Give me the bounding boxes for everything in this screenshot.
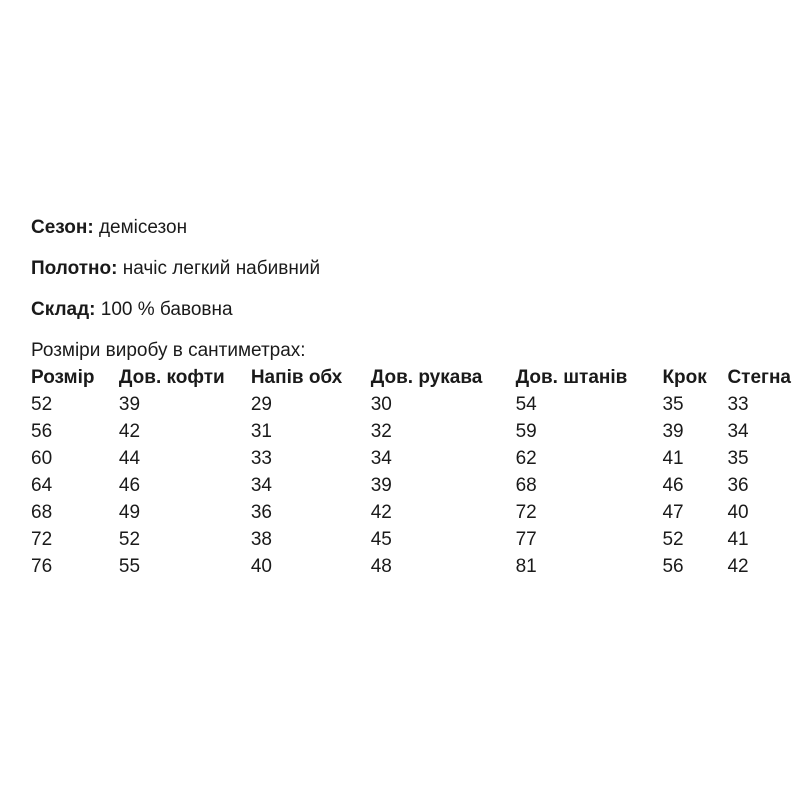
property-value: начіс легкий набивний [122, 258, 321, 279]
table-cell: 42 [118, 421, 141, 442]
table-row [31, 445, 791, 472]
property-composition [31, 296, 791, 323]
table-cell: 34 [250, 475, 272, 496]
property-key: Полотно: [31, 258, 118, 279]
table-row [31, 418, 791, 445]
table-cell: 35 [662, 394, 684, 415]
table-cell: 77 [515, 529, 537, 550]
table-cell: 32 [370, 421, 392, 442]
table-row [31, 499, 791, 526]
table-cell: 38 [250, 529, 272, 550]
table-cell: 68 [31, 502, 53, 523]
table-cell: 34 [370, 448, 392, 469]
table-cell: 46 [118, 475, 141, 496]
property-season [31, 214, 791, 241]
table-cell: 33 [727, 394, 749, 415]
table-row [31, 553, 791, 580]
table-cell: 81 [515, 556, 537, 577]
column-header: Стегна [727, 367, 791, 388]
size-table [31, 364, 791, 580]
table-cell: 36 [250, 502, 272, 523]
table-row [31, 391, 791, 418]
table-cell: 52 [118, 529, 141, 550]
column-header: Крок [662, 367, 707, 388]
table-cell: 60 [31, 448, 53, 469]
property-key: Склад: [31, 299, 96, 320]
table-cell: 76 [31, 556, 53, 577]
table-cell: 46 [662, 475, 684, 496]
table-row [31, 472, 791, 499]
table-cell: 29 [250, 394, 272, 415]
table-cell: 40 [250, 556, 272, 577]
sizes-intro: Розміри виробу в сантиметрах: [31, 340, 306, 361]
table-cell: 54 [515, 394, 537, 415]
table-cell: 52 [662, 529, 684, 550]
table-cell: 40 [727, 502, 749, 523]
table-cell: 48 [370, 556, 392, 577]
table-cell: 44 [118, 448, 141, 469]
table-cell: 39 [662, 421, 684, 442]
table-cell: 47 [662, 502, 684, 523]
table-cell: 56 [31, 421, 53, 442]
property-value: демісезон [98, 217, 188, 238]
table-cell: 45 [370, 529, 392, 550]
table-cell: 39 [370, 475, 392, 496]
column-header: Напів обх [250, 367, 343, 388]
property-value: 100 % бавовна [100, 299, 233, 320]
property-key: Сезон: [31, 217, 94, 238]
table-row [31, 526, 791, 553]
size-table-body [31, 391, 791, 580]
table-cell: 36 [727, 475, 749, 496]
table-cell: 35 [727, 448, 749, 469]
table-cell: 68 [515, 475, 537, 496]
table-cell: 41 [662, 448, 684, 469]
table-cell: 33 [250, 448, 272, 469]
table-cell: 52 [31, 394, 53, 415]
table-cell: 39 [118, 394, 141, 415]
table-cell: 72 [515, 502, 537, 523]
product-description [31, 214, 791, 580]
table-cell: 49 [118, 502, 141, 523]
table-cell: 42 [727, 556, 749, 577]
table-cell: 55 [118, 556, 141, 577]
table-header-row [31, 364, 791, 391]
table-cell: 59 [515, 421, 537, 442]
table-cell: 41 [727, 529, 749, 550]
column-header: Дов. штанів [515, 367, 628, 388]
table-cell: 72 [31, 529, 53, 550]
table-cell: 42 [370, 502, 392, 523]
column-header: Дов. кофти [118, 367, 225, 388]
column-header: Дов. рукава [370, 367, 483, 388]
table-cell: 34 [727, 421, 749, 442]
table-cell: 62 [515, 448, 537, 469]
table-cell: 56 [662, 556, 684, 577]
table-cell: 31 [250, 421, 272, 442]
column-header: Розмір [31, 367, 95, 388]
property-fabric [31, 255, 791, 282]
table-cell: 64 [31, 475, 53, 496]
table-cell: 30 [370, 394, 392, 415]
